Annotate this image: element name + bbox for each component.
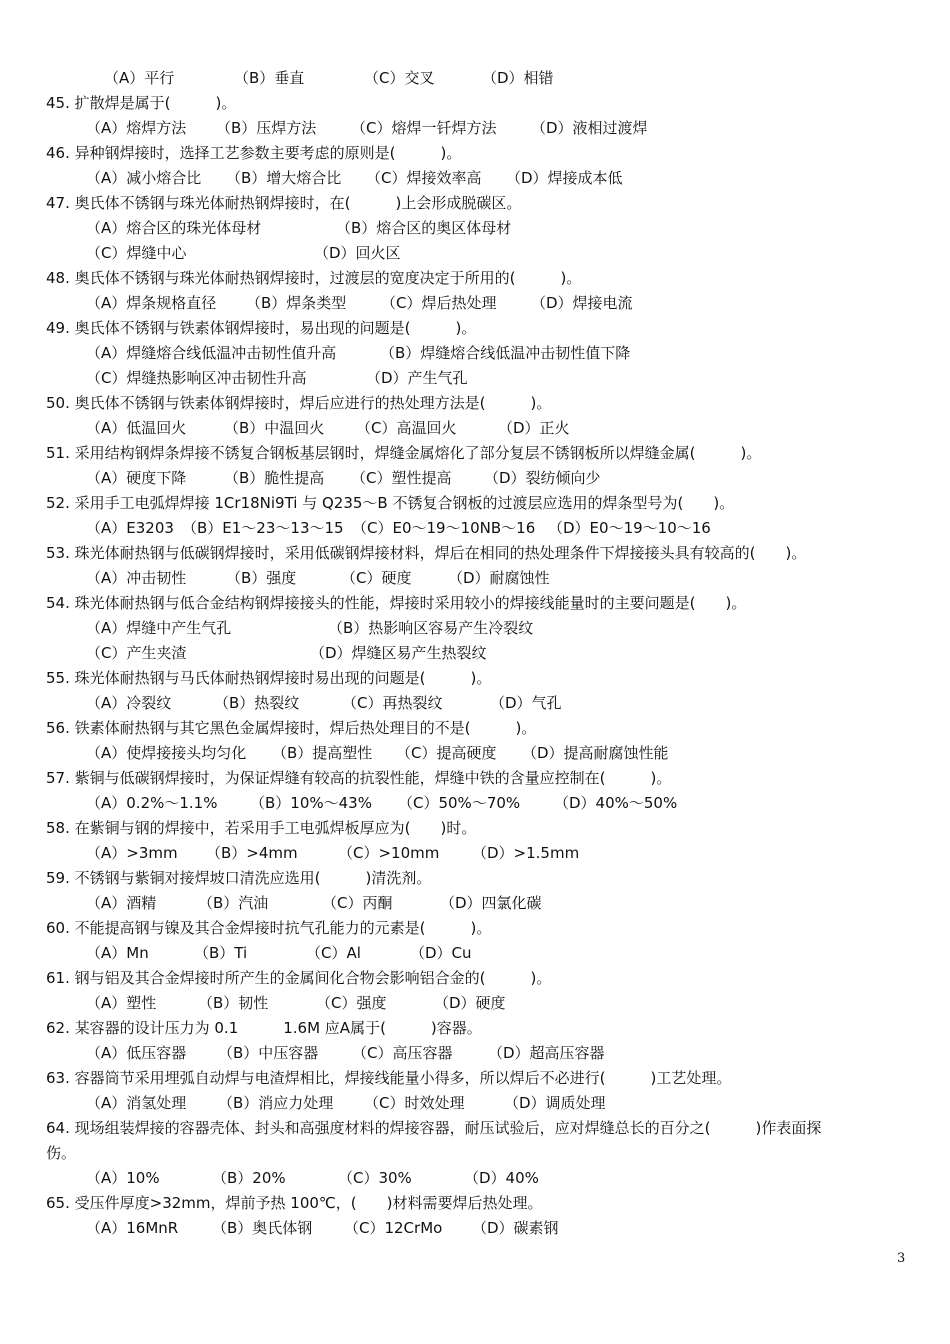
question-60: 60. 不能提高钢与镍及其合金焊接时抗气孔能力的元素是( )。 — [46, 919, 492, 937]
option-c: （C）焊缝中心 — [86, 244, 187, 262]
question-61: 61. 钢与铝及其合金焊接时所产生的金属间化合物会影响铝合金的( )。 — [46, 969, 552, 987]
option-c: （C）时效处理 — [364, 1094, 465, 1112]
option-c: （C）30% — [338, 1169, 412, 1187]
option-b: （B）汽油 — [198, 894, 269, 912]
option-d: （D）焊接电流 — [531, 294, 633, 312]
option-c: （C）12CrMo — [344, 1219, 443, 1237]
option-a: （A）0.2%～1.1% — [86, 794, 218, 812]
option-d: （D）产生气孔 — [366, 369, 468, 387]
option-d: （D）耐腐蚀性 — [448, 569, 550, 587]
option-a: （A）E3203 — [86, 519, 174, 537]
option-c: （C）高温回火 — [356, 419, 457, 437]
option-d: （D）焊接成本低 — [506, 169, 623, 187]
option-a: （A）塑性 — [86, 994, 157, 1012]
option-d: （D）正火 — [498, 419, 570, 437]
question-50: 50. 奥氏体不锈钢与铁素体钢焊接时，焊后应进行的热处理方法是( )。 — [46, 394, 552, 412]
option-d: （D）40% — [464, 1169, 539, 1187]
option-b: （B）>4mm — [206, 844, 298, 862]
option-a: （A）>3mm — [86, 844, 178, 862]
option-a: （A）冷裂纹 — [86, 694, 172, 712]
option-d: （D）焊缝区易产生热裂纹 — [310, 644, 487, 662]
page-number: 3 — [897, 1251, 906, 1266]
question-62: 62. 某容器的设计压力为 0.1 1.6M 应A属于( )容器。 — [46, 1019, 482, 1037]
option-c: （C）产生夹渣 — [86, 644, 187, 662]
option-c: （C）交叉 — [364, 69, 435, 87]
option-b: （B）Ti — [194, 944, 248, 962]
question-54: 54. 珠光体耐热钢与低合金结构钢焊接接头的性能，焊接时采用较小的焊接线能量时的主要问题是( )。 — [46, 594, 747, 612]
option-d: （D）调质处理 — [504, 1094, 606, 1112]
option-c: （C）焊后热处理 — [381, 294, 497, 312]
option-a: （A）Mn — [86, 944, 149, 962]
option-b: （B）热影响区容易产生冷裂纹 — [328, 619, 534, 637]
option-d: （D）四氯化碳 — [440, 894, 542, 912]
option-a: （A）冲击韧性 — [86, 569, 187, 587]
option-a: （A）焊缝熔合线低温冲击韧性值升高 — [86, 344, 337, 362]
option-c: （C）焊接效率高 — [366, 169, 482, 187]
option-a: （A）焊条规格直径 — [86, 294, 217, 312]
question-47: 47. 奥氏体不锈钢与珠光体耐热钢焊接时，在( )上会形成脱碳区。 — [46, 194, 522, 212]
option-d: （D）碳素钢 — [472, 1219, 559, 1237]
option-d: （D）E0～19～10～16 — [548, 519, 711, 537]
question-45: 45. 扩散焊是属于( )。 — [46, 94, 237, 112]
question-53: 53. 珠光体耐热钢与低碳钢焊接时，采用低碳钢焊接材料，焊后在相同的热处理条件下焊接接头具有较高的( )。 — [46, 544, 807, 562]
option-a: （A）熔焊方法 — [86, 119, 187, 137]
question-56: 56. 铁素体耐热钢与其它黑色金属焊接时，焊后热处理目的不是( )。 — [46, 719, 537, 737]
option-c: （C）熔焊一钎焊方法 — [351, 119, 497, 137]
question-64-continuation: 伤。 — [46, 1144, 77, 1162]
option-b: （B）E1～23～13～15 — [182, 519, 344, 537]
option-d: （D）硬度 — [434, 994, 506, 1012]
option-b: （B）消应力处理 — [218, 1094, 334, 1112]
option-d: （D）提高耐腐蚀性能 — [522, 744, 669, 762]
option-c: （C）50%～70% — [398, 794, 521, 812]
option-b: （B）中温回火 — [224, 419, 325, 437]
option-b: （B）焊缝熔合线低温冲击韧性值下降 — [380, 344, 631, 362]
option-c: （C）硬度 — [341, 569, 412, 587]
option-b: （B）中压容器 — [218, 1044, 319, 1062]
option-b: （B）10%～43% — [250, 794, 372, 812]
option-d: （D）超高压容器 — [488, 1044, 605, 1062]
option-a: （A）16MnR — [86, 1219, 179, 1237]
option-b: （B）热裂纹 — [214, 694, 300, 712]
option-c: （C）塑性提高 — [351, 469, 452, 487]
option-c: （C）丙酮 — [322, 894, 393, 912]
option-d: （D）>1.5mm — [472, 844, 580, 862]
question-63: 63. 容器筒节采用埋弧自动焊与电渣焊相比，焊接线能量小得多，所以焊后不必进行( )工艺处理。 — [46, 1069, 732, 1087]
option-d: （D）液相过渡焊 — [531, 119, 648, 137]
option-d: （D）40%～50% — [554, 794, 678, 812]
option-c: （C）>10mm — [338, 844, 440, 862]
option-d: （D）Cu — [410, 944, 472, 962]
option-d: （D）回火区 — [314, 244, 401, 262]
option-a: （A）使焊接接头均匀化 — [86, 744, 247, 762]
option-c: （C）提高硬度 — [396, 744, 497, 762]
question-65: 65. 受压件厚度>32mm，焊前予热 100℃，( )材料需要焊后热处理。 — [46, 1194, 543, 1212]
question-51: 51. 采用结构钢焊条焊接不锈复合钢板基层钢时，焊缝金属熔化了部分复层不锈钢板所以焊缝金属( )。 — [46, 444, 762, 462]
option-b: （B）韧性 — [198, 994, 269, 1012]
option-c: （C）E0～19～10NB～16 — [352, 519, 536, 537]
option-a: （A）10% — [86, 1169, 160, 1187]
question-52: 52. 采用手工电弧焊焊接 1Cr18Ni9Ti 与 Q235～B 不锈复合钢板的过渡层应选用的焊条型号为( )。 — [46, 494, 735, 512]
question-57: 57. 紫铜与低碳钢焊接时，为保证焊缝有较高的抗裂性能，焊缝中铁的含量应控制在( )。 — [46, 769, 672, 787]
option-b: （B）强度 — [226, 569, 297, 587]
option-d: （D）相错 — [482, 69, 554, 87]
option-c: （C）Al — [306, 944, 361, 962]
option-c: （C）再热裂纹 — [342, 694, 443, 712]
option-c: （C）焊缝热影响区冲击韧性升高 — [86, 369, 307, 387]
option-a: （A）焊缝中产生气孔 — [86, 619, 232, 637]
option-c: （C）强度 — [316, 994, 387, 1012]
question-55: 55. 珠光体耐热钢与马氏体耐热钢焊接时易出现的问题是( )。 — [46, 669, 492, 687]
option-a: （A）减小熔合比 — [86, 169, 202, 187]
option-b: （B）奥氏体钢 — [212, 1219, 313, 1237]
question-46: 46. 异种钢焊接时，选择工艺参数主要考虑的原则是( )。 — [46, 144, 462, 162]
question-48: 48. 奥氏体不锈钢与珠光体耐热钢焊接时，过渡层的宽度决定于所用的( )。 — [46, 269, 582, 287]
option-b: （B）压焊方法 — [216, 119, 317, 137]
option-b: （B）焊条类型 — [246, 294, 347, 312]
option-a: （A）消氢处理 — [86, 1094, 187, 1112]
question-64: 64. 现场组装焊接的容器壳体、封头和高强度材料的焊接容器，耐压试验后，应对焊缝总长的百分之( )作表面探 — [46, 1119, 822, 1137]
option-b: （B）20% — [212, 1169, 286, 1187]
question-59: 59. 不锈钢与紫铜对接焊坡口清洗应选用( )清洗剂。 — [46, 869, 432, 887]
option-b: （B）熔合区的奥区体母材 — [336, 219, 512, 237]
option-a: （A）熔合区的珠光体母材 — [86, 219, 262, 237]
option-b: （B）垂直 — [234, 69, 305, 87]
option-b: （B）脆性提高 — [224, 469, 325, 487]
question-49: 49. 奥氏体不锈钢与铁素体钢焊接时，易出现的问题是( )。 — [46, 319, 477, 337]
option-a: （A）低温回火 — [86, 419, 187, 437]
option-a: （A）低压容器 — [86, 1044, 187, 1062]
question-58: 58. 在紫铜与钢的焊接中，若采用手工电弧焊板厚应为( )时。 — [46, 819, 477, 837]
option-d: （D）裂纺倾向少 — [484, 469, 601, 487]
option-d: （D）气孔 — [490, 694, 562, 712]
option-a: （A）平行 — [104, 69, 175, 87]
option-c: （C）高压容器 — [352, 1044, 453, 1062]
option-a: （A）硬度下降 — [86, 469, 187, 487]
option-b: （B）增大熔合比 — [226, 169, 342, 187]
option-b: （B）提高塑性 — [272, 744, 373, 762]
option-a: （A）酒精 — [86, 894, 157, 912]
